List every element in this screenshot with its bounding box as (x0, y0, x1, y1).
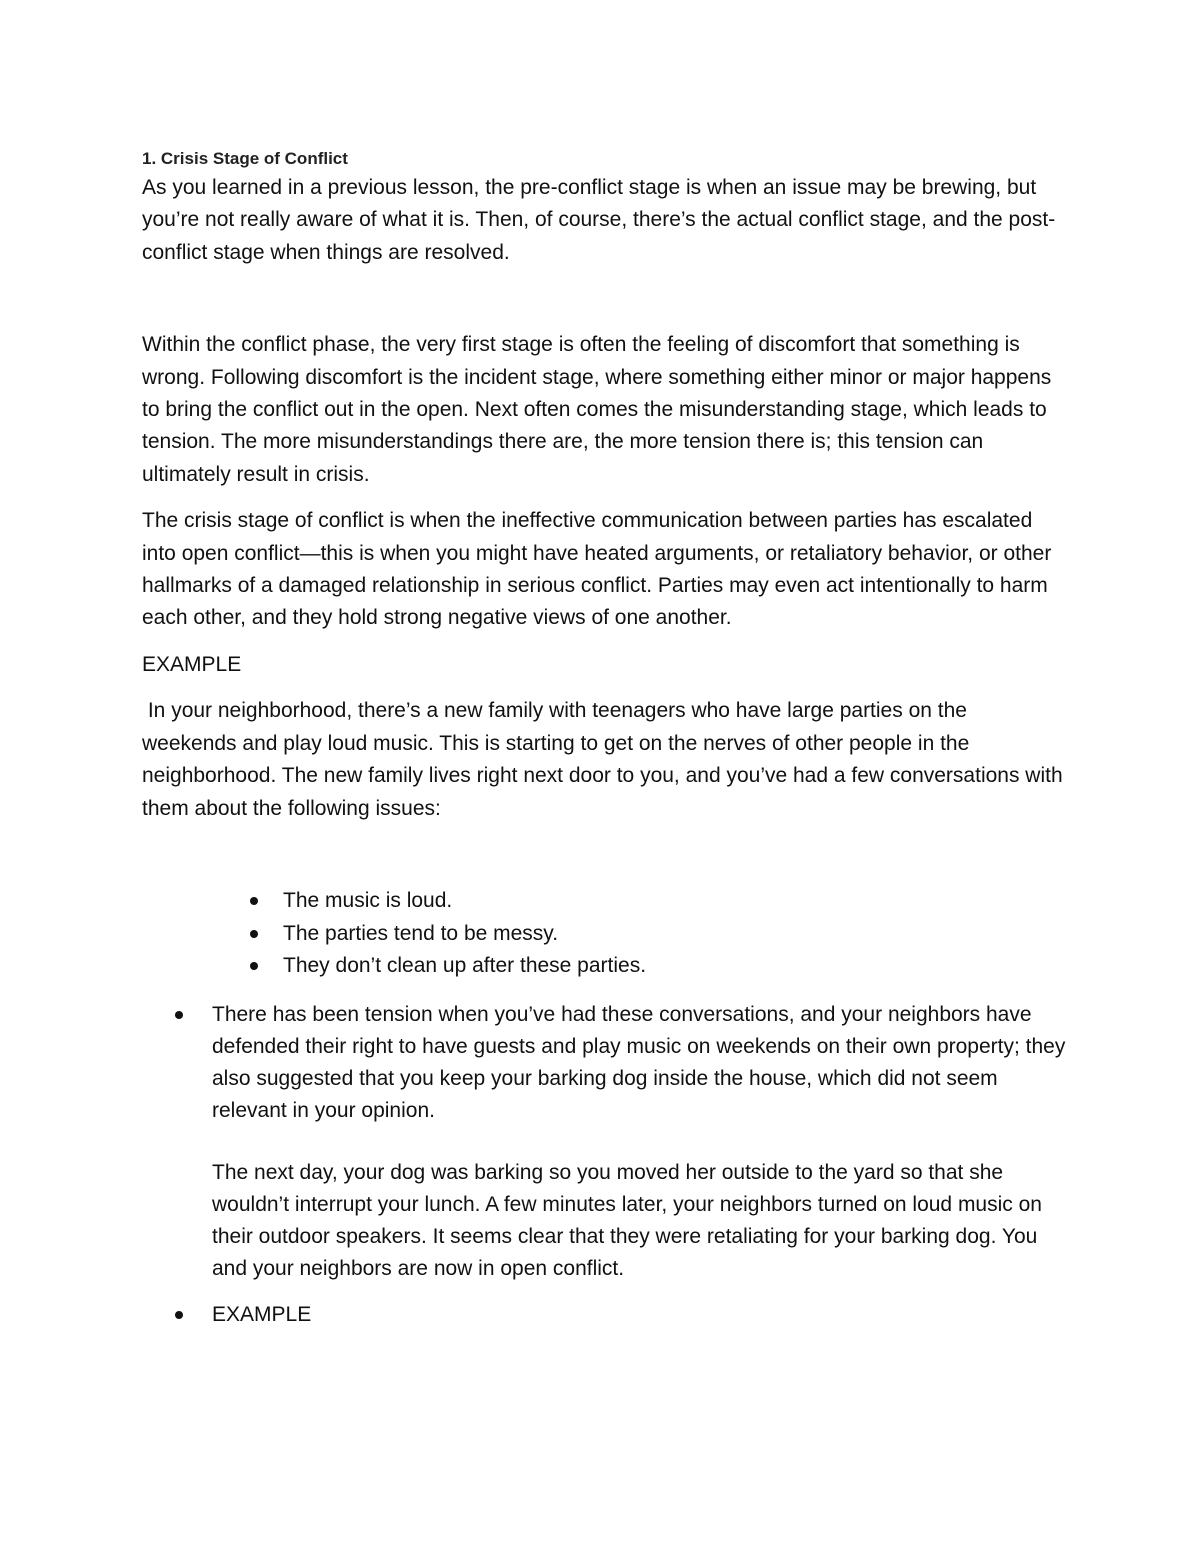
example-intro: In your neighborhood, there’s a new family with teenagers who have large parties on the weekends and play loud music. This is starting to get on the nerves of other people in the neighborhood. The new family lives right next door to you, and you’ve had a few conversations with them about the following issues: (142, 699, 1069, 820)
bullet-icon (250, 962, 258, 970)
outer-bullet-list (175, 999, 1067, 1332)
issues-list (250, 885, 1067, 983)
list-item-continuation: The next day, your dog was barking so you moved her outside to the yard so that she wouldn’t interrupt your lunch. A few minutes later, your neighbors turned on loud music on their outdoor speakers. It seems clear that they were retaliating for your barking dog. You and your neighbors are now in open conflict. (212, 1160, 1042, 1281)
list-item-text: They don’t clean up after these parties. (283, 954, 647, 978)
list-item-text: The parties tend to be messy. (283, 921, 559, 945)
example-label: EXAMPLE (142, 652, 242, 676)
list-item (250, 950, 1067, 983)
list-item-text: EXAMPLE (212, 1303, 312, 1327)
list-item (175, 999, 1067, 1286)
paragraph-crisis-stage: The crisis stage of conflict is when the ineffective communication between parties has escalated into open conflict—this is when you might have heated arguments, or retaliatory behavior, or other hallmarks of a damaged relationship in serious conflict. Parties may even act intentionally to harm each other, and they hold strong negative views of one another. (142, 509, 1052, 630)
list-item (250, 918, 1067, 951)
list-item-text: There has been tension when you’ve had these conversations, and your neighbors have defended their right to have guests and play music on weekends on their own property; they also suggested that you keep your barking dog inside the house, which did not seem relevant in your opinion. (212, 1002, 1066, 1123)
section-heading: 1. Crisis Stage of Conflict (142, 149, 348, 168)
paragraph-stages-overview: As you learned in a previous lesson, the pre-conflict stage is when an issue may be brewing, but you’re not really aware of what it is. Then, of course, there’s the actual conflict stage, and the post-conflict stage when things are resolved. (142, 176, 1056, 264)
bullet-icon (175, 1011, 183, 1019)
list-item (250, 885, 1067, 918)
bullet-icon (175, 1311, 183, 1319)
bullet-icon (250, 897, 258, 905)
list-item (175, 1299, 1067, 1331)
document-page (142, 146, 1067, 1332)
list-item-text: The music is loud. (283, 888, 453, 912)
bullet-icon (250, 930, 258, 938)
paragraph-conflict-phase: Within the conflict phase, the very first stage is often the feeling of discomfort that something is wrong. Following discomfort is the incident stage, where something either minor or major happens to bring the conflict out in the open. Next often comes the misunderstanding stage, which leads to tension. The more misunderstandings there are, the more tension there is; this tension can ultimately result in crisis. (142, 333, 1052, 486)
